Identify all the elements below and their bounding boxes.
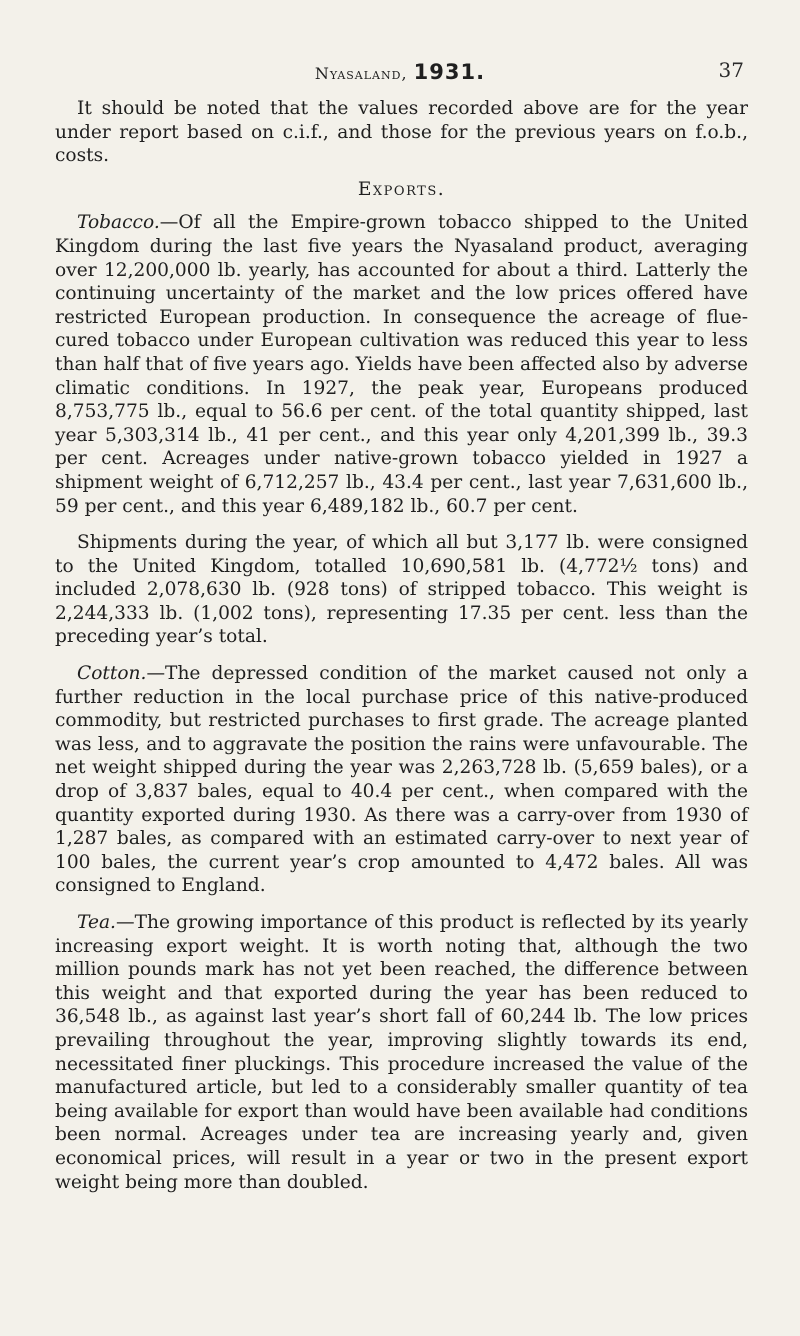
running-head-title: Nyasaland,	[314, 64, 408, 83]
intro-paragraph: It should be noted that the values recorded above are for the year under report based on c.i.f., and those for the previous years on f.o.b., costs.	[55, 98, 748, 167]
running-head-year: 1931.	[413, 60, 486, 84]
paragraph-text: —Of all the Empire-grown tobacco shipped to the United Kingdom during the last five years the Nyasaland product, averaging over 12,200,000 lb. yearly, has accounted for about a third. Latterly the continuing uncertainty of the market and the low prices offered have restricted European production. In consequence the acreage of flue-cured tobacco under European cultivation was reduced this year to less than half that of five years ago. Yields have been affected also by adverse climatic conditions. In 1927, the peak year, Europeans produced 8,753,775 lb., equal to 56.6 per cent. of the total quantity shipped, last year 5,303,314 lb., 41 per cent., and this year only 4,201,399 lb., 39.3 per cent. Acreages under native-grown tobacco yielded in 1927 a shipment weight of 6,712,257 lb., 43.4 per cent., last year 7,631,600 lb., 59 per cent., and this year 6,489,182 lb., 60.7 per cent.	[55, 212, 748, 517]
paragraph-lead: Tobacco.	[77, 212, 160, 234]
paragraph-lead: Cotton.	[77, 663, 147, 685]
paragraph-cotton	[55, 662, 748, 898]
paragraph-tobacco	[55, 211, 748, 518]
paragraph-text: Shipments during the year, of which all but 3,177 lb. were consigned to the United Kingdom, totalled 10,690,581 lb. (4,772½ tons) and included 2,078,630 lb. (928 tons) of stripped tobacco. This weight is 2,244,333 lb. (1,002 tons), representing 17.35 per cent. less than the preceding year’s total.	[55, 532, 748, 648]
paragraph-tea	[55, 911, 748, 1194]
page-header	[0, 58, 800, 88]
paragraph-lead: Tea.	[77, 912, 116, 933]
body-text	[55, 97, 748, 1207]
paragraph-text: —The depressed condition of the market caused not only a further reduction in the local purchase price of this native-produced commodity, but restricted purchases to first grade. The acreage planted was less, and to aggravate the position the rains were unfavourable. The net weight shipped during the year was 2,263,728 lb. (5,659 bales), or a drop of 3,837 bales, equal to 40.4 per cent., when compared with the quantity exported during 1930. As there was a carry-over from 1930 of 1,287 bales, as compared with an estimated carry-over to next year of 100 bales, the current year’s crop amounted to 4,472 bales. All was consigned to England.	[55, 663, 748, 897]
running-head	[0, 60, 800, 84]
page-number: 37	[718, 58, 744, 82]
paragraph-shipments	[55, 531, 748, 649]
paragraph-text: —The growing importance of this product is reflected by its yearly increasing export weight. It is worth noting that, although the two million pounds mark has not yet been reached, the difference between this weight and that exported during the year has been reduced to 36,548 lb., as against last year’s short fall of 60,244 lb. The low prices prevailing throughout the year, improving slightly towards its end, necessitated finer pluckings. This procedure increased the value of the manufactured article, but led to a considerably smaller quantity of tea being available for export than would have been available had conditions been normal. Acreages under tea are increasing yearly and, given economical prices, will result in a year or two in the present export weight being more than doubled.	[55, 912, 748, 1193]
section-heading: Exports.	[357, 178, 446, 200]
